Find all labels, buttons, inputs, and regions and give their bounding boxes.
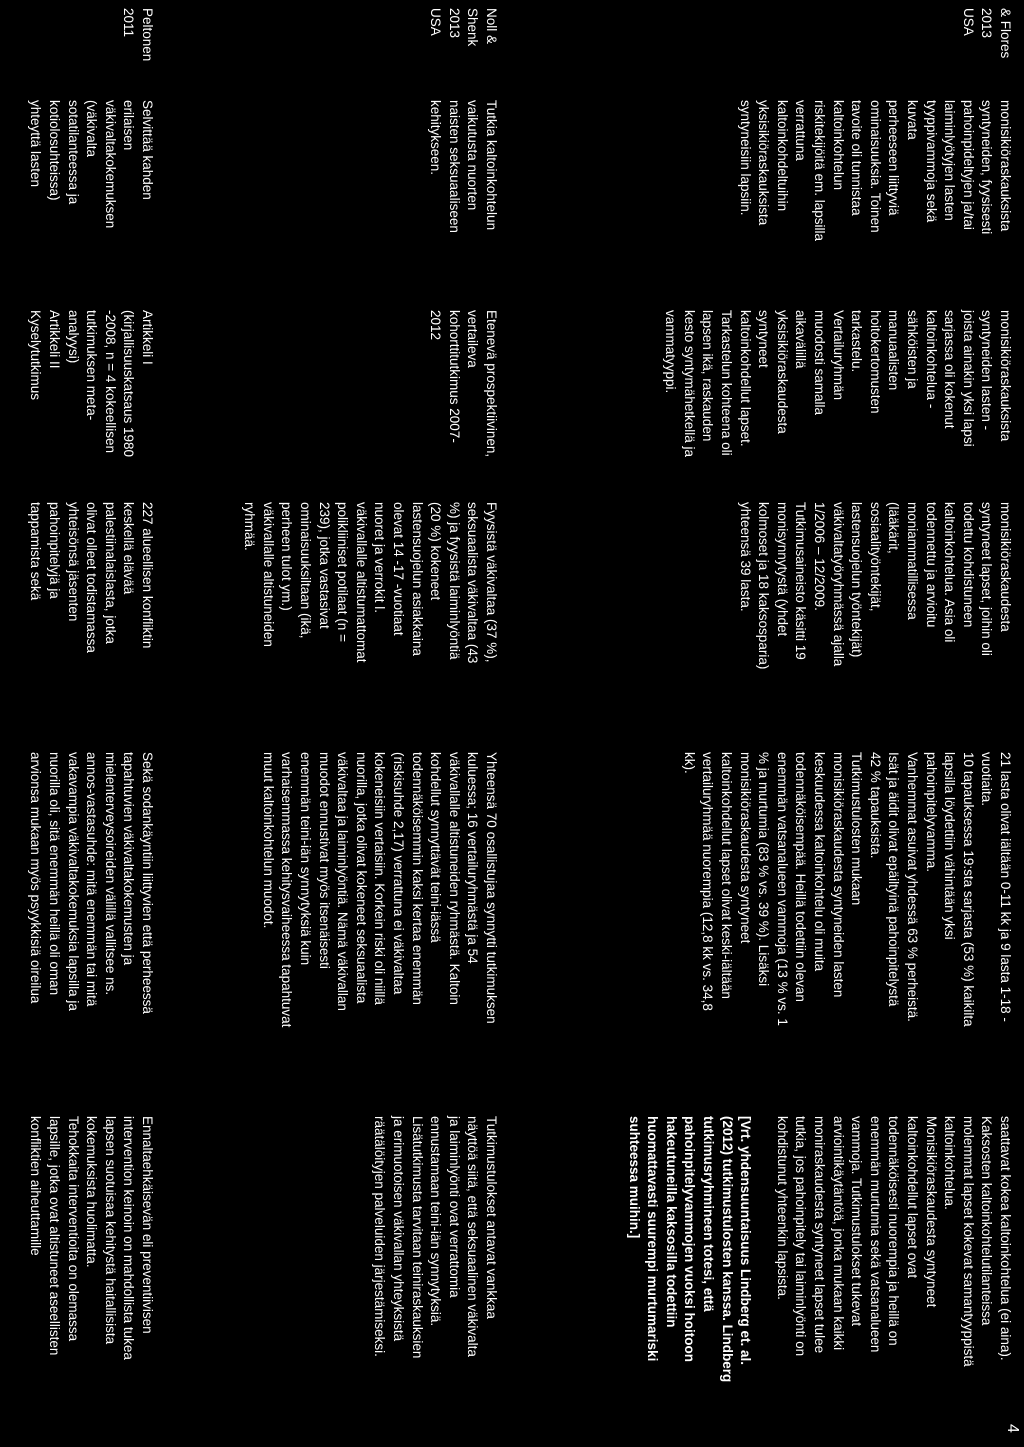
sample-cell (240, 502, 500, 744)
text-line: kaltoinkohtelun (830, 100, 846, 191)
text-line: todettu kohdistuneen (960, 502, 976, 628)
text-line: tappamista sekä (28, 502, 44, 601)
text-line: erilaisen (121, 100, 137, 151)
text-line: tarkastelu. (849, 310, 865, 373)
text-line: kaltoinkohtelua. (942, 1116, 958, 1210)
conclusions-text (370, 1116, 500, 1440)
text-line: USA (428, 8, 444, 36)
text-line: kokemuksista huolimatta. (84, 1116, 100, 1268)
text-line: ominaisuuksiltaan (ikä, (298, 502, 314, 639)
text-line: lastensuojelun asiakkaina (409, 502, 425, 656)
text-line: Sekä sodankäyntiin liittyvien että perheessä (140, 752, 155, 1014)
text-line: Tutkimusaineisto käsitti 19 (793, 502, 809, 660)
text-line: muodot ennustivat myös itsenäisesti (316, 752, 332, 969)
text-line: 10 tapauksessa 19:sta sarjasta (53 %) kaikilta (960, 752, 976, 1027)
text-line: pahoinpitelyjä ja (47, 502, 63, 599)
text-line: saattavat kokea kaltoinkohtelua (ei aina). (998, 1116, 1013, 1361)
author-cell (426, 8, 500, 96)
text-line: kohdellut synnyttävät teini-iässä (428, 752, 444, 943)
text-line: lapsen suotuisaa kehitystä haitallisista (102, 1116, 118, 1345)
text-line: (2012) tutkimustulosten kanssa. Lindberg (719, 1116, 735, 1383)
text-line: 1/2006 – 12/2009. (812, 502, 828, 611)
text-line: hoitokertomusten (867, 310, 883, 414)
text-line: % ja murtumia (83 % vs. 39 %). Lisäksi (756, 752, 772, 987)
text-line: Lisätutkimusta tarvitaan teiniraskauksien (409, 1116, 425, 1359)
text-line: verrattuna (793, 100, 809, 161)
text-line: kotiolosuhteissa) (47, 100, 63, 201)
text-line: pahoinpideltyjen ja/tai (960, 100, 976, 230)
text-line: vakavampia väkivaltakokemuksia lapsilla ja (65, 752, 81, 1011)
text-line: nuorilla, jotka olivat kokeneet seksuaalista (353, 752, 369, 1004)
text-line: 227 alueellisen konfliktin (140, 502, 155, 649)
conclusions-cell (370, 1116, 500, 1440)
text-line: kk). (681, 752, 697, 774)
author-cell (958, 8, 1014, 96)
text-line: annos-vastasuhde: mitä enemmän tai mitä (84, 752, 100, 1007)
text-line: väkivaltakokemuksen (102, 100, 118, 229)
results-cell (26, 752, 156, 1110)
text-line: Selvittää kahden (140, 100, 155, 200)
text-line: moniammatillisessa (905, 502, 921, 620)
text-line: Kaksosten kaltoinkohtelutilanteissa (979, 1116, 995, 1326)
conclusions-cell (26, 1116, 156, 1440)
text-line: vertailuryhmää nuorempia (12,8 kk vs. 34,8 (700, 752, 716, 1011)
text-line: manuaalisten (886, 310, 902, 391)
text-line: polikliiniset potilaat (n = (335, 502, 351, 642)
text-line: lastensuojelun työntekijät) (849, 502, 865, 658)
text-line: tutkia, jos pahoinpitely tai laiminlyönti on (793, 1116, 809, 1357)
text-line: 2011 (121, 8, 137, 38)
text-line: syntyneiden lasten - (979, 310, 995, 431)
text-line: vaikutusta nuorten (465, 100, 481, 211)
text-line: väkivallalle altistuneiden ryhmästä. Kaltoin (446, 752, 462, 1005)
text-line: syntyneet lapset, joihin oli (979, 502, 995, 656)
text-line: kolmoset ja 18 kaksosparia) (756, 502, 772, 670)
text-line: arvionsa mukaan myös psyykkisiä oireilua (28, 752, 44, 1004)
text-line: Isät ja äidit olivat epäiltyinä pahoinpitelystä (886, 752, 902, 1007)
text-line: konfliktien aiheuttamille (28, 1116, 44, 1256)
text-line: 239), jotka vastasivat (316, 502, 332, 629)
text-line: nuoret ja verrokit l. (372, 502, 388, 614)
text-line: monisikiöraskaudesta syntyneet (737, 752, 753, 944)
text-line: tutkimusryhmineen totesi, että (701, 1116, 717, 1312)
text-line: sotatilanteessa ja (65, 100, 81, 205)
text-line: molemmat lapset kokevat samantyyppistä (960, 1116, 976, 1367)
text-line: syntyneiden, fyysisesti (979, 100, 995, 235)
text-line: varhaisemmassa kehitysvaiheessa tapahtuvat (279, 752, 295, 1028)
text-line: enemmän murtumia sekä vatsanalueen (867, 1116, 883, 1353)
text-line: pahoinpitelyvamma. (923, 752, 939, 873)
text-line: suhteessa muihin.] (626, 1116, 642, 1239)
text-line: Artikkeli II (47, 310, 63, 369)
text-line: kaltoinkohdeltuihin (774, 100, 790, 212)
text-line: perheen tulot ym.) (279, 502, 295, 611)
text-line: muut kaltoinkohtelun muodot. (260, 752, 276, 929)
text-line: kaltoinkohdellut lapset. (737, 310, 753, 447)
text-line: monisikiöraskauksista (998, 310, 1013, 442)
text-line: muodosti samalla (812, 310, 828, 416)
text-line: yhteensä 39 lasta. (737, 502, 753, 612)
conclusions-text (26, 1116, 156, 1440)
results-cell (679, 752, 1014, 1110)
text-line: näyttöä siitä, että seksuaalinen väkivalta (465, 1116, 481, 1357)
text-line: yhteyttä lasten (28, 100, 44, 188)
text-line: arviointikäytäntöä, jonka mukaan kaikki (830, 1116, 846, 1351)
results-cell (258, 752, 500, 1110)
text-line: keskellä elävää (121, 502, 137, 595)
text-line: USA (960, 8, 976, 36)
text-line: kaltoinkohtelua - (923, 310, 939, 409)
text-line: ja laiminlyönti ovat verrattomia (446, 1116, 462, 1298)
text-line: lapsilla löydettiin vähintään yksi (942, 752, 958, 940)
text-line: kehitykseen. (428, 100, 444, 176)
page-number: 4 (1004, 1424, 1021, 1433)
text-line: todennäköisempää. Heillä todettiin olevan (793, 752, 809, 1002)
text-line: Tutkia kaltoinkohtelun (484, 100, 499, 231)
text-line: vuotiaita. (979, 752, 995, 807)
conclusions-text (772, 1116, 1014, 1440)
text-line: lapsille, jotka ovat altistuneet aseellisten (47, 1116, 63, 1356)
text-line: 2013 (446, 8, 462, 39)
text-line: aikavälillä (793, 310, 809, 369)
text-line: 2013 (979, 8, 995, 39)
text-line: yksisikiöraskaudesta (774, 310, 790, 434)
text-line: kaltoinkohdellut lapset ovat (905, 1116, 921, 1279)
text-line: yksisikiöraskauksista (756, 100, 772, 226)
text-line: lapsen ikä, raskauden (700, 310, 716, 442)
text-line: ryhmää. (242, 502, 258, 551)
text-line: Tutkimustulokset antavat vankkaa (484, 1116, 499, 1319)
text-line: -2008, n = 4 kokeellisen (102, 310, 118, 453)
text-line: keskuudessa kaltoinkohtelu oli muita (812, 752, 828, 972)
text-line: väkivaltaa ja laiminlyöntiä. Nämä väkivallan (335, 752, 351, 1011)
text-line: seksuaalista väkivaltaa (43 (465, 502, 481, 664)
text-line: Vanhemmat asuivat yhdessä 63 % perheistä. (905, 752, 921, 1022)
text-line: Monisikiöraskaudesta syntyneet (923, 1116, 939, 1308)
design-cell (26, 310, 156, 500)
text-line: intervention keinoin on mahdollista tukea (121, 1116, 137, 1360)
text-line: hakeutuneilla kaksosilla todettiin (663, 1116, 679, 1328)
text-line: vertaileva (465, 310, 481, 368)
text-line: Peltonen (140, 8, 155, 62)
text-line: tutkimuksen meta- (84, 310, 100, 421)
text-line: enemmän vatsanalueen vammoja (13 % vs. 1 (774, 752, 790, 1026)
conclusions-cell (624, 1116, 1014, 1440)
text-line: olivat olleet todistamassa (84, 502, 100, 653)
text-line: todennäköisemmin kaksi kertaa enemmän (409, 752, 425, 1005)
text-line: olevat 14 -17 -vuotiaat (391, 502, 407, 636)
text-line: palestiinalaislasta, jotka (102, 502, 118, 644)
text-line: Etenevä prospektiivinen, (484, 310, 499, 458)
text-line: naisten seksuaaliseen (446, 100, 462, 233)
text-line: Kyselytutkimus (28, 310, 44, 401)
text-line: Noll & (484, 8, 499, 45)
text-line: Yhteensä 70 osallistujaa synnytti tutkimuksen (484, 752, 499, 1024)
text-line: tyyppivammoja sekä (923, 100, 939, 223)
text-line: ennustamaan teini-iän synnytyksiä. (428, 1116, 444, 1327)
text-line: syntyneisiin lapsiin. (737, 100, 753, 216)
text-line: kuvata (905, 100, 921, 140)
text-line: tapahtuvien väkivaltakokemusten ja (121, 752, 137, 966)
text-line: mielenterveysoireiden välillä vallitsee ns. (102, 752, 118, 996)
text-line: tavoite oli tunnistaa (849, 100, 865, 216)
text-line: (väkivalta (84, 100, 100, 158)
text-line: kesto syntymähetkellä ja (681, 310, 697, 458)
sample-cell (735, 502, 1014, 744)
text-line: pahoinpitelyvammojen vuoksi hoitoon (682, 1116, 698, 1363)
text-line: ja erimuotoisen väkivallan yhteyksistä (391, 1116, 407, 1342)
text-line: perheeseen liittyviä (886, 100, 902, 216)
text-line: nuorilla oli, sitä enemmän heillä oli oman (47, 752, 63, 996)
text-line: [Vrt. yhdensuuntaisuus Lindberg et. al. (738, 1116, 754, 1366)
text-line: Fyysistä väkivaltaa (37 %), (484, 502, 499, 663)
text-line: väkivallalle altistuneiden (260, 502, 276, 647)
text-line: sähköisten ja (905, 310, 921, 389)
aim-cell (26, 100, 156, 306)
text-line: & Flores (998, 8, 1013, 59)
text-line: (20 %) kokeneet (428, 502, 444, 601)
text-line: Tehokkaita interventioita on olemassa (65, 1116, 81, 1342)
text-line: enemmän teini-iän synnytyksiä kuin (298, 752, 314, 966)
text-line: %) ja fyysistä laiminlyöntiä (446, 502, 462, 660)
text-line: laiminlyötyjen lasten (942, 100, 958, 221)
text-line: kuluessa; 16 vertailuryhmästä ja 54 (465, 752, 481, 964)
text-line: Artikkeli I (140, 310, 155, 365)
text-line: kohorttitutkimus 2007- (446, 310, 462, 443)
text-line: analyysi) (65, 310, 81, 364)
text-line: Tarkastelun kohteena oli (719, 310, 735, 456)
design-cell (661, 310, 1014, 500)
text-line: Vertailuryhmän (830, 310, 846, 401)
text-line: joista ainakin yksi lapsi (960, 310, 976, 447)
text-line: (lääkärit, (886, 502, 902, 554)
text-line: vammoja. Tutkimustulokset tukevat (849, 1116, 865, 1327)
text-line: syntyneet (756, 310, 772, 368)
text-line: sosiaalityöntekijät, (867, 502, 883, 612)
design-cell (426, 310, 500, 500)
text-line: kokeneisiin vertaisiin. Korkein riski oli niillä (372, 752, 388, 1005)
text-line: 42 % tapauksista. (867, 752, 883, 859)
text-line: monisikiöraskauksista (998, 100, 1013, 232)
text-line: (kirjallisuuskatsaus 1980 (121, 310, 137, 458)
text-line: kohdistunut yhteenkin lapsista. (774, 1116, 790, 1300)
text-line: 2012 (428, 310, 444, 341)
text-line: väkivallalle altistumattomat (353, 502, 369, 663)
text-line: monisynnytystä (yhdet (774, 502, 790, 637)
text-line: todennäköisesti nuorempia ja heillä on (886, 1116, 902, 1346)
text-line: väkivaltatyöryhmässä ajalla (830, 502, 846, 667)
text-line: vammatyyppi. (663, 310, 679, 394)
text-line: räätälöityjen palveluiden järjestämiseksi. (372, 1116, 388, 1357)
text-line: Tutkimustulosten mukaan (849, 752, 865, 906)
text-line: yhteisönsä jäsenten (65, 502, 81, 622)
text-line: sarjassa oli kokenut (942, 310, 958, 429)
sample-cell (26, 502, 156, 744)
conclusions-bold-note (624, 1116, 754, 1440)
text-line: huomattavasti suurempi murtumariski (645, 1116, 661, 1362)
text-line: riskitekijöitä em. lapsilla (812, 100, 828, 242)
text-line: moniraskaudesta syntyneet lapset tulee (812, 1116, 828, 1354)
aim-cell (426, 100, 500, 306)
text-line: Shenk (465, 8, 481, 47)
text-line: kaltoinkohdellut lapset olivat keski-iältään (719, 752, 735, 999)
author-cell (119, 8, 156, 96)
text-line: (riskisuhde 2,17) verrattuna ei väkivaltaa (391, 752, 407, 995)
text-line: Ennaltaehkäisevän eli preventiivisen (140, 1116, 155, 1334)
text-line: ominaisuuksia. Toinen (867, 100, 883, 233)
text-line: todennettu ja arvioitu (923, 502, 939, 628)
text-line: kaltoinkohtelua. Asia oli (942, 502, 958, 643)
text-line: monisikiöraskaudesta (998, 502, 1013, 632)
text-line: monisikiöraskaudesta syntyneiden lasten (830, 752, 846, 998)
text-line: 21 lasta olivat iältään 0-11 kk ja 9 lasta 1-18 - (998, 752, 1013, 1022)
aim-cell (735, 100, 1014, 306)
